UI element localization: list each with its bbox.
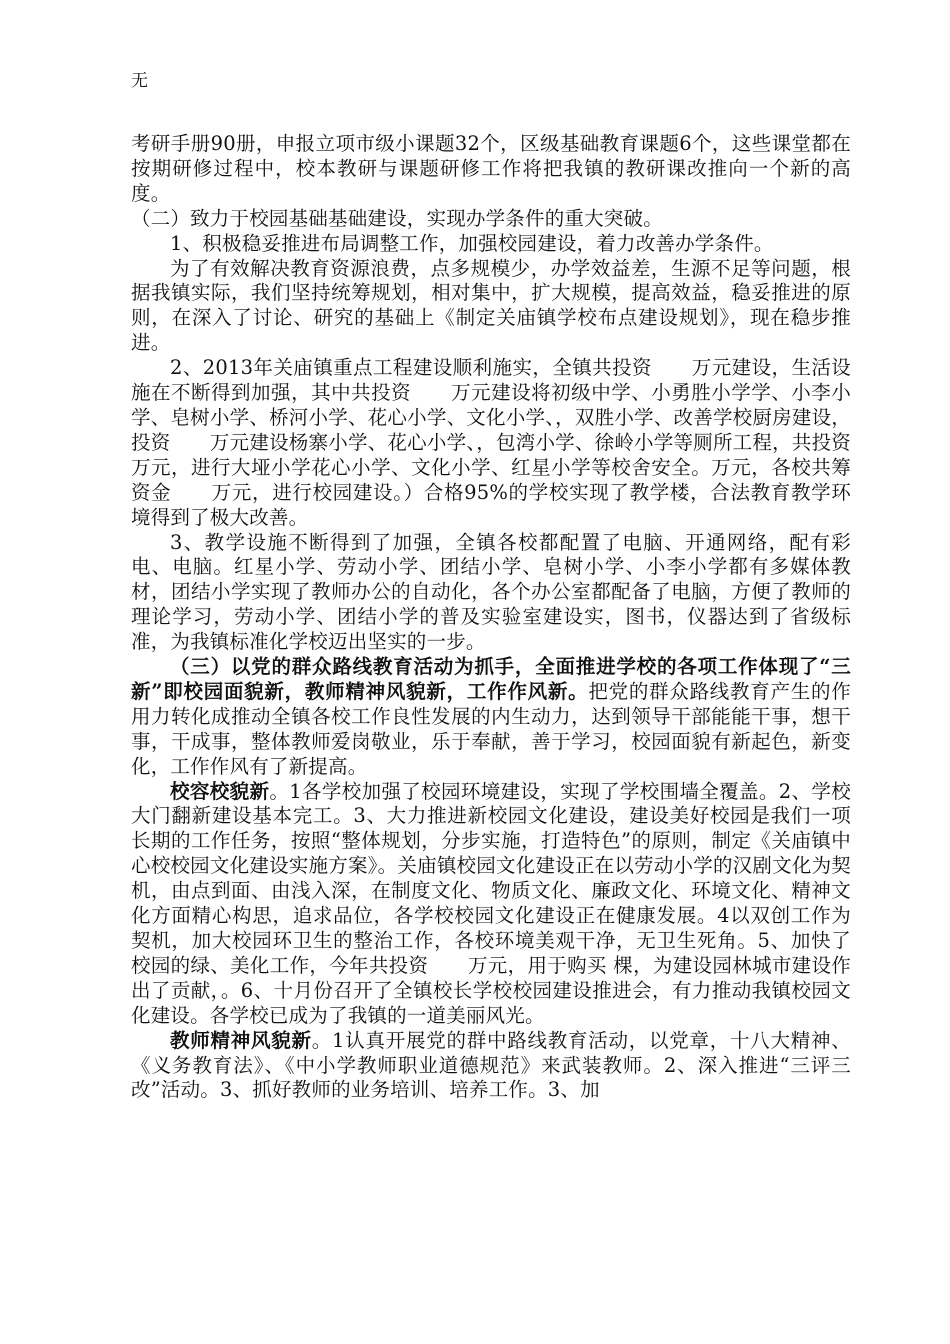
campus-appearance-text: 。1各学校加强了校园环境建设，实现了学校围墙全覆盖。2、学校大门翻新建设基本完工。3、大力推进新校园文化建设，建设美好校园是我们一项长期的工作任务，按照“整体规划，分步实施，打造特色”的原则，制定《关庙镇中心校校园文化建设实施方案》。关庙镇校园文化建设正在以劳动小学的汉剧文化为契机，由点到面、由浅入深，在制度文化、物质文化、廉政文化、环境文化、精神文化方面精心构思，追求品位，各学校校园文化建设正在健康发展。4以双创工作为契机，加大校园环卫生的整治工作，各校环境美观干净，无卫生死角。5、加快了校园的绿、美化工作，今年共投资 万元，用于购买 棵，为建设园林城市建设作出了贡献，。6、十月份召开了全镇校长学校校园建设推进会，有力推动我镇校园文化建设。各学校已成为了我镇的一道美丽风光。 <box>131 779 851 1027</box>
teacher-spirit-heading: 教师精神风貌新 <box>170 1028 312 1052</box>
teacher-spirit-text: 。1认真开展党的群中路线教育活动，以党章，十八大精神、《义务教育法》、《中小学教师职业道德规范》来武装教师。2、深入推进“三评三改”活动。3、抓好教师的业务培训、培养工作。3、加 <box>131 1028 851 1102</box>
campus-appearance-heading: 校容校貌新 <box>170 779 270 803</box>
document-body <box>131 132 891 1103</box>
subsection-3: 3、教学设施不断得到了加强，全镇各校都配置了电脑、开通网络，配有彩电、电脑。红星小学、劳动小学、团结小学、皂树小学、小李小学都有多媒体教材，团结小学实现了教师办公的自动化，各个办公室都配备了电脑，方便了教师的理论学习，劳动小学、团结小学的普及实验室建设实，图书，仪器达到了省级标准，为我镇标准化学校迈出坚实的一步。 <box>131 530 851 654</box>
teacher-spirit-paragraph <box>131 1029 851 1104</box>
subsection-1: 1、积极稳妥推进布局调整工作，加强校园建设，着力改善办学条件。 <box>170 231 774 255</box>
section-heading-2: （二）致力于校园基础基础建设，实现办学条件的重大突破。 <box>131 206 663 230</box>
section-heading-3-paragraph <box>131 655 851 780</box>
campus-appearance-paragraph <box>131 780 851 1029</box>
section-heading-3-bold: （三）以党的群众路线教育活动为抓手，全面推进学校的各项工作体现了“三新”即校园面貌新，教师精神风貌新，工作作风新。 <box>131 655 851 703</box>
page-header: 无 <box>131 71 148 91</box>
section-heading-3-text: 把党的群众路线教育产生的作用力转化成推动全镇各校工作良性发展的内生动力，达到领导干部能能干事，想干事，干成事，整体教师爱岗敬业，乐于奉献，善于学习，校园面貌有新起色，新变化，工作作风有了新提高。 <box>131 679 851 778</box>
paragraph-layout-adjustment: 为了有效解决教育资源浪费，点多规模少，办学效益差，生源不足等问题，根据我镇实际，我们坚持统筹规划，相对集中，扩大规模，提高效益，稳妥推进的原则，在深入了讨论、研究的基础上《制定关庙镇学校布点建设规划》，现在稳步推进。 <box>131 256 851 355</box>
paragraph-continuation: 考研手册90册，申报立项市级小课题32个，区级基础教育课题6个，这些课堂都在按期研修过程中，校本教研与课题研修工作将把我镇的教研课改推向一个新的高度。 <box>131 132 851 205</box>
subsection-2: 2、2013年关庙镇重点工程建设顺利施实，全镇共投资 万元建设，生活设施在不断得到加强，其中共投资 万元建设将初级中学、小勇胜小学学、小李小学、皂树小学、桥河小学、花心小学、文化小学、，双胜小学、改善学校厨房建设，投资 万元建设杨寨小学、花心小学、，包湾小学、徐岭小学等厕所工程，共投资 万元，进行大垭小学花心小学、文化小学、红星小学等校舍安全。万元，各校共筹资金 万元，进行校园建设。）合格95%的学校实现了教学楼，合法教育教学环境得到了极大改善。 <box>131 356 891 529</box>
